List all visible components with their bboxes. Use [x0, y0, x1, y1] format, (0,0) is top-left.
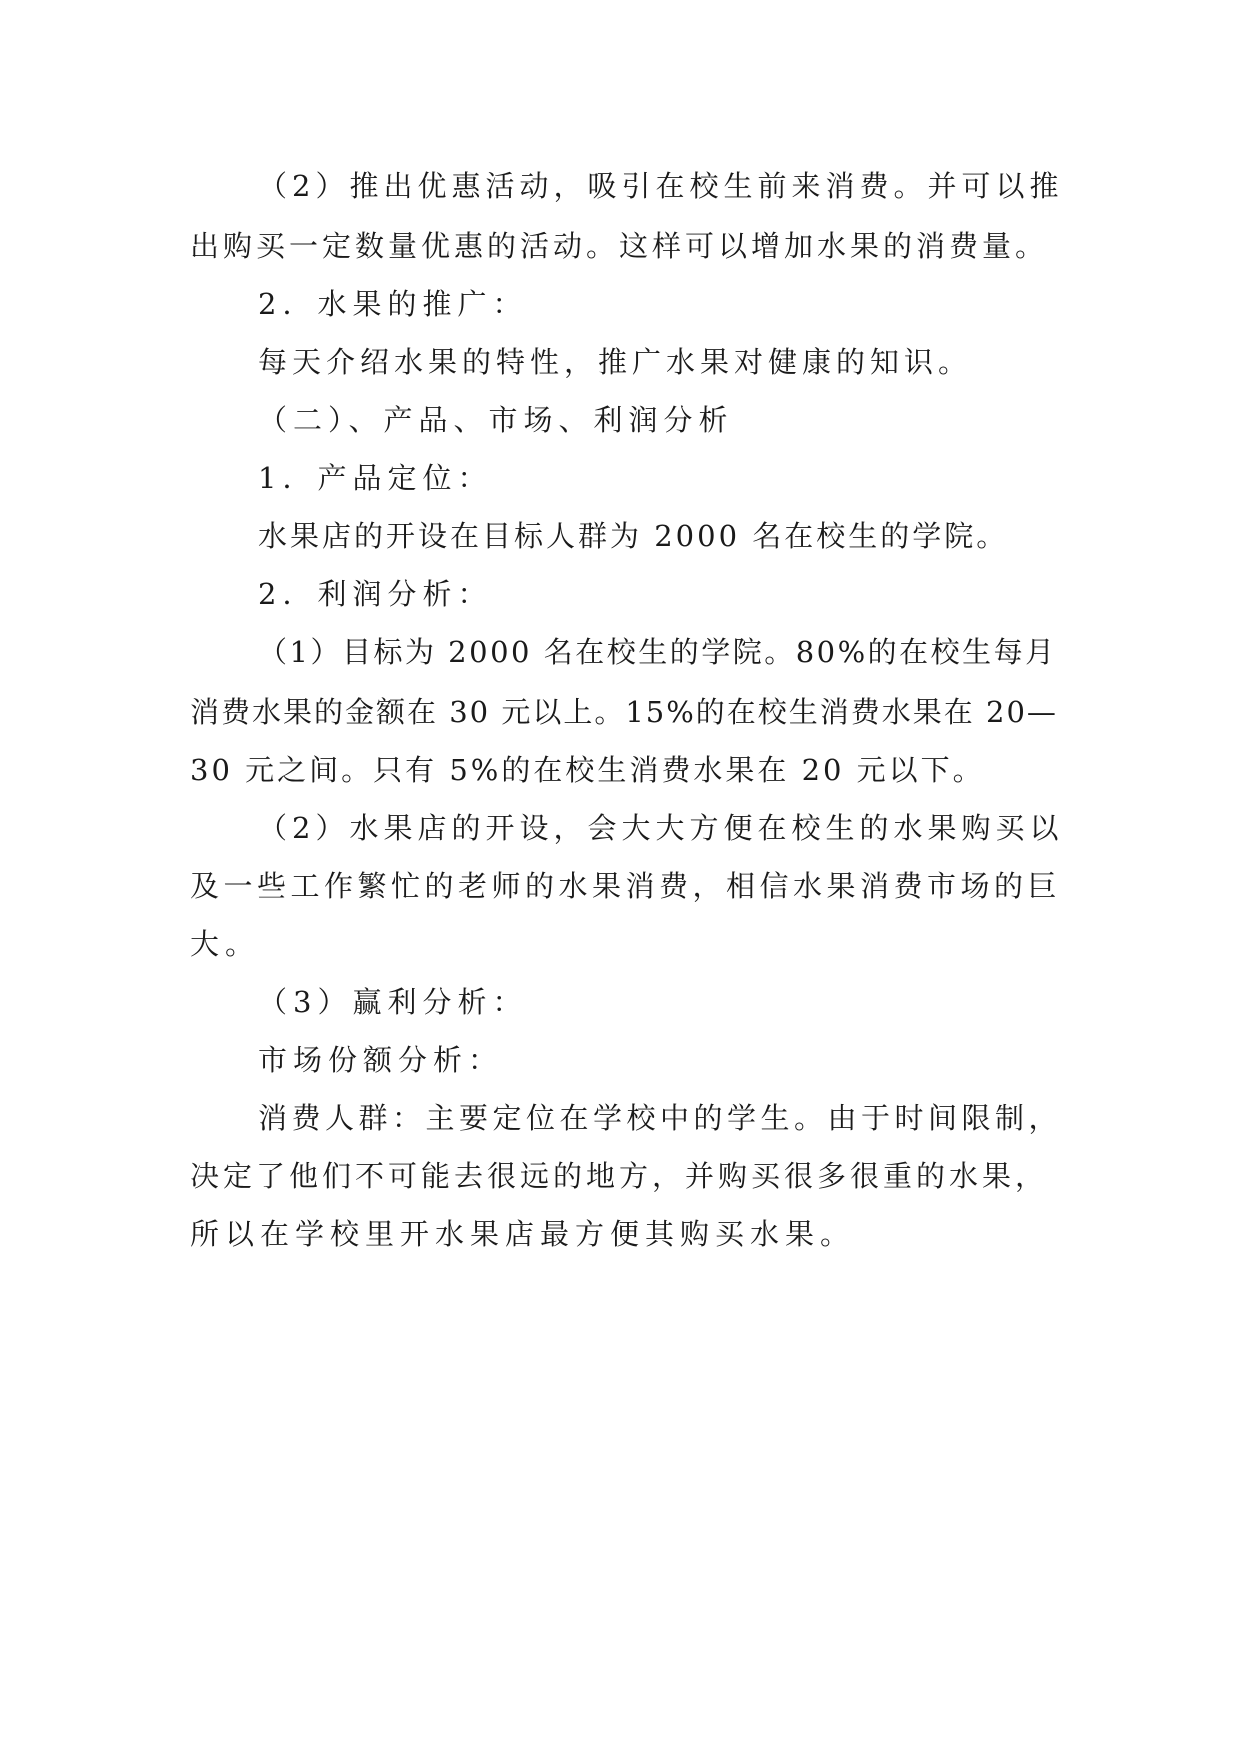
section-heading: （二）、产品、市场、利润分析: [258, 403, 734, 437]
paragraph-line: （1）目标为 2000 名在校生的学院。80%的在校生每月: [258, 635, 1057, 669]
paragraph-line: （2）推出优惠活动，吸引在校生前来消费。并可以推: [258, 169, 1064, 203]
paragraph-line: 消费人群：主要定位在学校中的学生。由于时间限制，: [258, 1101, 1063, 1135]
paragraph-line: 每天介绍水果的特性，推广水果对健康的知识。: [258, 345, 973, 379]
paragraph-line: 大。: [190, 927, 261, 961]
paragraph-line: 水果店的开设在目标人群为 2000 名在校生的学院。: [258, 519, 1009, 553]
section-heading: 2．水果的推广：: [258, 287, 528, 321]
paragraph-line: 30 元之间。只有 5%的在校生消费水果在 20 元以下。: [190, 753, 985, 787]
section-heading: 1．产品定位：: [258, 461, 493, 495]
paragraph-line: （2）水果店的开设，会大大方便在校生的水果购买以: [258, 811, 1064, 845]
paragraph-line: 及一些工作繁忙的老师的水果消费，相信水果消费市场的巨: [190, 869, 1062, 903]
paragraph-line: 出购买一定数量优惠的活动。这样可以增加水果的消费量。: [190, 229, 1049, 263]
paragraph-line: 所以在学校里开水果店最方便其购买水果。: [190, 1217, 856, 1251]
section-heading: 市场份额分析：: [258, 1043, 504, 1077]
paragraph-line: 消费水果的金额在 30 元以上。15%的在校生消费水果在 20—: [190, 695, 1058, 729]
section-heading: 2．利润分析：: [258, 577, 493, 611]
section-heading: （3）赢利分析：: [258, 985, 528, 1019]
paragraph-line: 决定了他们不可能去很远的地方，并购买很多很重的水果，: [190, 1159, 1049, 1193]
